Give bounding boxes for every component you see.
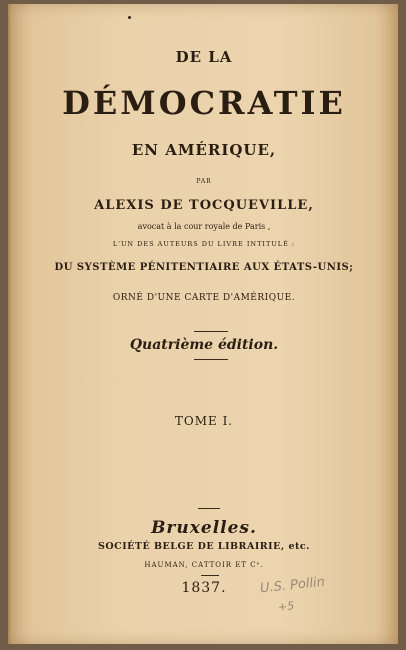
printers-name: HAUMAN, CATTOIR ET Cᵉ. xyxy=(144,561,264,569)
publisher-name: SOCIÉTÉ BELGE DE LIBRAIRIE, etc. xyxy=(98,541,310,552)
prior-work-intro: L'UN DES AUTEURS DU LIVRE INTITULÉ : xyxy=(112,240,296,248)
edition-label: Quatrième édition. xyxy=(129,337,279,353)
ink-speck xyxy=(128,16,131,19)
divider-rule xyxy=(198,508,220,509)
pencil-annotation: +5 xyxy=(277,599,295,614)
title-prefix: DE LA xyxy=(175,48,233,66)
main-title: DÉMOCRATIE xyxy=(62,84,346,122)
map-note: ORNÉ D'UNE CARTE D'AMÉRIQUE. xyxy=(112,293,296,303)
prior-work-title: DU SYSTÈME PÉNITENTIAIRE AUX ÉTATS-UNIS; xyxy=(54,262,354,273)
divider-rule xyxy=(194,359,228,360)
subtitle: EN AMÉRIQUE, xyxy=(131,141,277,159)
par-label: PAR xyxy=(196,178,212,185)
imprint-city: Bruxelles. xyxy=(151,518,257,538)
author-role: avocat à la cour royale de Paris , xyxy=(137,222,271,231)
volume-label: TOME I. xyxy=(174,414,234,428)
divider-rule xyxy=(194,331,228,332)
title-page xyxy=(8,4,398,644)
pencil-annotation: U.S. Pollin xyxy=(259,574,326,597)
imprint-year: 1837. xyxy=(181,580,227,596)
divider-rule xyxy=(201,575,219,576)
author-name: ALEXIS DE TOCQUEVILLE, xyxy=(94,198,314,213)
